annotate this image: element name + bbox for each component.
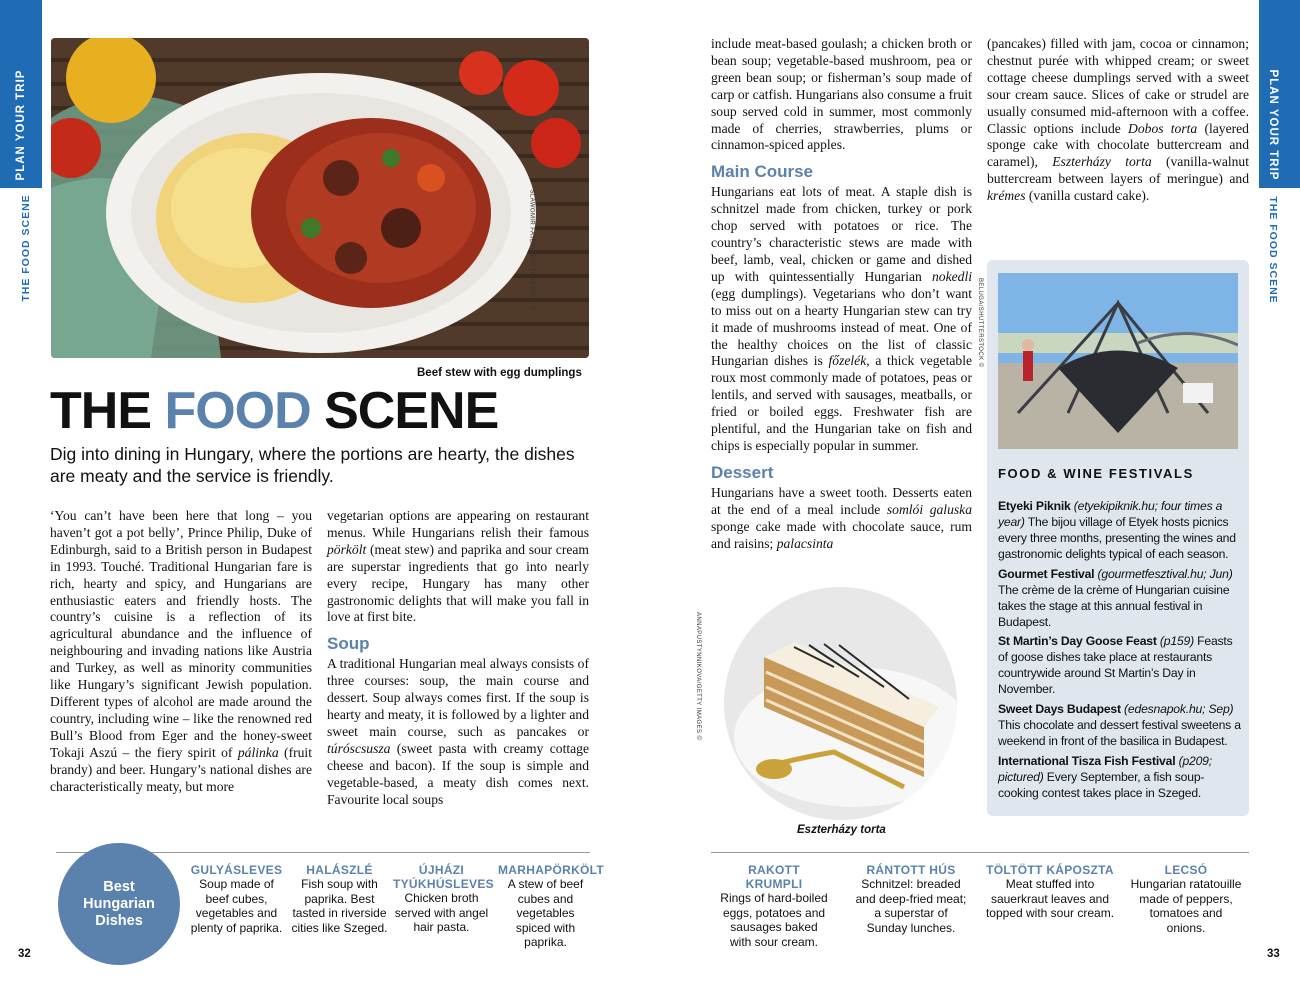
article-column-1: ‘You can’t have been here that long – you haven’t got a pot belly’, Prince Philip, Duke of Edinburgh, said to a British person in Budapest in 1993. Touché. Traditional Hungarian fare is rich, hearty and spicy, and Hungarians are enthusiastic eaters and friendly hosts. The country’s cuisine is a reflection of its agricultural abundance and the influence of neighbouring and invading nations like Austria and Turkey, as well as minority communities like Hungary’s significant Jewish population. Different types of alcohol are made around the country, including wine – like the renowned red Bull’s Blood from Eger and the honey-sweet Tokaji Aszú – the fiery spirit of pálinka (fruit brandy) and beer. Hungary’s national dishes are characteristically meaty, but more: [50, 508, 312, 794]
best-dishes-badge: Best Hungarian Dishes: [58, 843, 180, 965]
cake-photo-credit: ANNAPUSTYNNIKOVA/GETTY IMAGES ©: [695, 612, 701, 741]
festival-item: Gourmet Festival (gourmetfesztival.hu; Jun) The crème de la crème of Hungarian cuisine takes the stage at this annual festival in Budapest.: [998, 567, 1233, 629]
fish-festival-illustration: [998, 273, 1238, 449]
festivals-heading: FOOD & WINE FESTIVALS: [998, 466, 1194, 481]
cake-caption: Eszterházy torta: [797, 824, 886, 836]
article-column-2: vegetarian options are appearing on restaurant menus. While Hungarians relish their famous pörkölt (meat stew) and paprika and sour cream are superstar ingredients that go into nearly every recipe, Hungary has many other gastronomic delights that will make you fall in love at first bite. Soup A traditional Hungarian meal always consists of three courses: soup, the main course and dessert. Soup always comes first. If the soup is hearty and meaty, it is followed by a lighter and sweet main course, such as pancakes or túróscsusza (sweet pasta with creamy cottage cheese and bacon). If the soup is simple and vegetable-based, a meaty dish comes next. Favourite local soups: [327, 508, 589, 807]
festival-item: St Martin’s Day Goose Feast (p159) Feasts of goose dishes take place at restaurants countrywide around St Martin’s Day in November.: [998, 634, 1233, 696]
page-number-left: 32: [18, 948, 31, 960]
section-heading-main-course: Main Course: [711, 162, 814, 182]
left-tab-secondary-label: THE FOOD SCENE: [20, 194, 32, 302]
festival-item: Etyeki Piknik (etyekipiknik.hu; four times a year) The bijou village of Etyek hosts picnics every three months, presenting the wines and gastronomic delights typical of each season.: [998, 499, 1236, 561]
eszterhazy-cake-photo: [724, 587, 957, 820]
dish-item: TÖLTÖTT KÁPOSZTA Meat stuffed into sauerkraut leaves and topped with sour cream.: [985, 863, 1115, 920]
fish-festival-photo: [998, 273, 1238, 449]
stew-caption: Beef stew with egg dumplings: [417, 367, 582, 379]
left-tab-label: PLAN YOUR TRIP: [15, 69, 27, 181]
page-number-right: 33: [1267, 948, 1280, 960]
article-column-4: (pancakes) filled with jam, cocoa or cinnamon; chestnut purée with whipped cream; or sweet cottage cheese dumplings served with a sweet sour cream sauce. Slices of cake or strudel are usually consumed mid-afternoon with a coffee. Classic options include Dobos torta (layered sponge cake with chocolate buttercream and caramel), Eszterházy torta (vanilla-walnut buttercream between layers of meringue) and krémes (vanilla custard cake).: [987, 36, 1249, 204]
dish-item: ÚJHÁZI TYÚKHÚSLEVES Chicken broth served with angel hair pasta.: [393, 863, 494, 934]
beef-stew-illustration: [51, 38, 589, 358]
stew-photo-credit: SLAWOMIR FAJER/SHUTTERSTOCK ©: [528, 189, 535, 311]
dish-item: LECSÓ Hungarian ratatouille made of peppers, tomatoes and onions.: [1130, 863, 1242, 935]
dish-item: RAKOTT KRUMPLI Rings of hard-boiled eggs, potatoes and sausages baked with sour cream.: [720, 863, 828, 949]
right-tab-label: PLAN YOUR TRIP: [1267, 69, 1279, 181]
dish-item: HALÁSZLÉ Fish soup with paprika. Best tasted in riverside cities like Szeged.: [291, 863, 388, 935]
section-heading-soup: Soup: [327, 634, 370, 654]
cake-illustration: [724, 587, 957, 820]
intro-text: Dig into dining in Hungary, where the portions are hearty, the dishes are meaty and the service is friendly.: [50, 444, 575, 486]
beef-stew-photo: [51, 38, 589, 358]
section-heading-dessert: Dessert: [711, 462, 774, 482]
dish-item: MARHAPÖRKÖLT A stew of beef cubes and vegetables spiced with paprika.: [498, 863, 605, 949]
dish-item: RÁNTOTT HÚS Schnitzel: breaded and deep-fried meat; a superstar of Sunday lunches.: [855, 863, 967, 935]
right-tab-secondary-label: THE FOOD SCENE: [1267, 196, 1279, 304]
festival-item: International Tisza Fish Festival (p209; pictured) Every September, a fish soup-cooking contest takes place in Szeged.: [998, 754, 1212, 800]
page-title: THE FOOD SCENE: [50, 382, 499, 440]
dish-item: GULYÁSLEVES Soup made of beef cubes, vegetables and plenty of paprika.: [190, 863, 283, 935]
festival-photo-credit: BELUGA/SHUTTERSTOCK ©: [977, 278, 983, 368]
festival-item: Sweet Days Budapest (edesnapok.hu; Sep) This chocolate and dessert festival sweetens a weekend in front of the basilica in Budapest.: [998, 702, 1241, 748]
right-side-tab: [1259, 0, 1300, 188]
dishes-divider-right: [711, 852, 1249, 853]
article-column-3: include meat-based goulash; a chicken broth or bean soup; vegetable-based mushroom, pea or green bean soup; or fisherman’s soup made of carp or catfish. Hungarians also consume a fruit soup served cold in summer, most commonly made of cherries, strawberries, plums or cinnamon-spiced apples. Main Course Hungarians eat lots of meat. A staple dish is schnitzel made from chicken, turkey or pork chop served with potatoes or rice. The country’s characteristic stews are made with beef, lamb, veal, chicken or game and dished up with quintessentially Hungarian nokedli (egg dumplings). Vegetarians who don’t want to miss out on a hearty Hungarian stew can try it made of mushrooms instead of meat. One of the healthy choices on the list of classic Hungarian dishes is főzelék, a thick vegetable roux most commonly made of potatoes, peas or lentils, and served with sausages, meatballs, or fried or boiled eggs. Freshwater fish are plentiful, and the Hungarian take on fish and chips is especially popular in summer. Dessert Hungarians have a sweet tooth. Desserts eaten at the end of a meal include somlói galuska sponge cake made with chocolate sauce, rum and raisins; palacsinta: [711, 36, 973, 551]
